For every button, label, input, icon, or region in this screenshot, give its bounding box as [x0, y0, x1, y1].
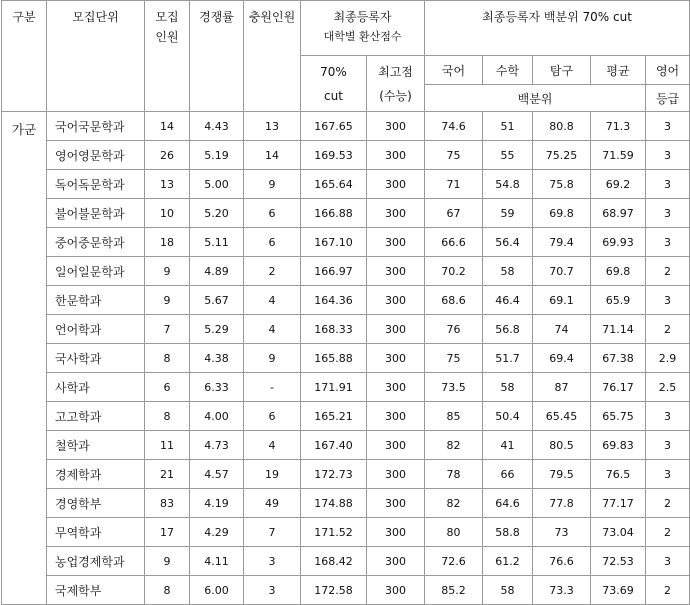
english-cell: 3 — [646, 431, 690, 460]
average-cell: 76.17 — [591, 373, 646, 402]
cut70-cell: 167.10 — [301, 228, 367, 257]
competition-cell: 4.89 — [190, 257, 244, 286]
korean-cell: 80 — [425, 518, 483, 547]
header-average: 평균 — [591, 56, 646, 85]
competition-cell: 5.67 — [190, 286, 244, 315]
math-cell: 54.8 — [483, 170, 533, 199]
added-cell: 2 — [244, 257, 301, 286]
average-cell: 76.5 — [591, 460, 646, 489]
korean-cell: 72.6 — [425, 547, 483, 576]
english-cell: 2 — [646, 489, 690, 518]
table-row — [2, 199, 690, 228]
cut70-cell: 165.88 — [301, 344, 367, 373]
quota-cell: 18 — [145, 228, 190, 257]
cut70-cell: 172.73 — [301, 460, 367, 489]
math-cell: 56.8 — [483, 315, 533, 344]
header-math: 수학 — [483, 56, 533, 85]
math-cell: 50.4 — [483, 402, 533, 431]
inquiry-cell: 80.8 — [533, 112, 591, 141]
inquiry-cell: 75.8 — [533, 170, 591, 199]
competition-cell: 5.20 — [190, 199, 244, 228]
added-cell: 6 — [244, 228, 301, 257]
competition-cell: 5.29 — [190, 315, 244, 344]
quota-cell: 26 — [145, 141, 190, 170]
table-row — [2, 547, 690, 576]
cut70-cell: 166.88 — [301, 199, 367, 228]
korean-cell: 76 — [425, 315, 483, 344]
header-group: 구분 — [2, 1, 47, 112]
math-cell: 46.4 — [483, 286, 533, 315]
added-cell: 19 — [244, 460, 301, 489]
added-cell: 14 — [244, 141, 301, 170]
table-row — [2, 286, 690, 315]
header-percentile-title: 최종등록자 백분위 70% cut — [425, 1, 690, 56]
max-score-cell: 300 — [367, 460, 425, 489]
cut70-cell: 171.52 — [301, 518, 367, 547]
cut70-cell: 169.53 — [301, 141, 367, 170]
english-cell: 3 — [646, 286, 690, 315]
header-english: 영어 — [646, 56, 690, 85]
korean-cell: 71 — [425, 170, 483, 199]
korean-cell: 67 — [425, 199, 483, 228]
cut70-cell: 168.42 — [301, 547, 367, 576]
table-row — [2, 431, 690, 460]
added-cell: 3 — [244, 547, 301, 576]
inquiry-cell: 79.4 — [533, 228, 591, 257]
quota-cell: 9 — [145, 547, 190, 576]
max-score-cell: 300 — [367, 518, 425, 547]
department-cell: 국사학과 — [47, 344, 145, 373]
max-score-cell: 300 — [367, 402, 425, 431]
department-cell: 무역학과 — [47, 518, 145, 547]
english-cell: 3 — [646, 228, 690, 257]
cut70-cell: 164.36 — [301, 286, 367, 315]
math-cell: 55 — [483, 141, 533, 170]
quota-cell: 17 — [145, 518, 190, 547]
korean-cell: 85.2 — [425, 576, 483, 605]
quota-cell: 10 — [145, 199, 190, 228]
average-cell: 65.75 — [591, 402, 646, 431]
math-cell: 66 — [483, 460, 533, 489]
english-cell: 3 — [646, 199, 690, 228]
english-cell: 3 — [646, 460, 690, 489]
cut70-cell: 165.64 — [301, 170, 367, 199]
competition-cell: 4.73 — [190, 431, 244, 460]
average-cell: 69.93 — [591, 228, 646, 257]
department-cell: 농업경제학과 — [47, 547, 145, 576]
table-row — [2, 489, 690, 518]
quota-cell: 83 — [145, 489, 190, 518]
korean-cell: 78 — [425, 460, 483, 489]
inquiry-cell: 80.5 — [533, 431, 591, 460]
added-cell: 4 — [244, 315, 301, 344]
average-cell: 65.9 — [591, 286, 646, 315]
competition-cell: 6.00 — [190, 576, 244, 605]
inquiry-cell: 79.5 — [533, 460, 591, 489]
english-cell: 3 — [646, 112, 690, 141]
cut70-cell: 168.33 — [301, 315, 367, 344]
max-score-cell: 300 — [367, 257, 425, 286]
cut70-cell: 172.58 — [301, 576, 367, 605]
max-score-cell: 300 — [367, 315, 425, 344]
inquiry-cell: 74 — [533, 315, 591, 344]
table-row — [2, 518, 690, 547]
department-cell: 사학과 — [47, 373, 145, 402]
table-row — [2, 344, 690, 373]
table-row — [2, 112, 690, 141]
header-unit: 모집단위 — [47, 1, 145, 112]
english-cell: 3 — [646, 170, 690, 199]
header-competition: 경쟁률 — [190, 1, 244, 112]
admission-results-table — [1, 0, 690, 605]
korean-cell: 68.6 — [425, 286, 483, 315]
english-cell: 3 — [646, 547, 690, 576]
korean-cell: 82 — [425, 431, 483, 460]
competition-cell: 4.38 — [190, 344, 244, 373]
table-body — [2, 112, 690, 605]
header-quota: 모집 인원 — [145, 1, 190, 112]
header-added: 충원인원 — [244, 1, 301, 112]
max-score-cell: 300 — [367, 112, 425, 141]
average-cell: 72.53 — [591, 547, 646, 576]
quota-cell: 8 — [145, 344, 190, 373]
department-cell: 국어국문학과 — [47, 112, 145, 141]
competition-cell: 4.57 — [190, 460, 244, 489]
department-cell: 경제학과 — [47, 460, 145, 489]
competition-cell: 4.00 — [190, 402, 244, 431]
department-cell: 경영학부 — [47, 489, 145, 518]
quota-cell: 14 — [145, 112, 190, 141]
korean-cell: 82 — [425, 489, 483, 518]
department-cell: 중어중문학과 — [47, 228, 145, 257]
quota-cell: 13 — [145, 170, 190, 199]
math-cell: 61.2 — [483, 547, 533, 576]
competition-cell: 4.43 — [190, 112, 244, 141]
quota-cell: 7 — [145, 315, 190, 344]
math-cell: 59 — [483, 199, 533, 228]
competition-cell: 4.29 — [190, 518, 244, 547]
quota-cell: 9 — [145, 257, 190, 286]
table-row — [2, 141, 690, 170]
department-cell: 국제학부 — [47, 576, 145, 605]
korean-cell: 66.6 — [425, 228, 483, 257]
math-cell: 58 — [483, 576, 533, 605]
table-row — [2, 460, 690, 489]
inquiry-cell: 76.6 — [533, 547, 591, 576]
inquiry-cell: 73 — [533, 518, 591, 547]
inquiry-cell: 65.45 — [533, 402, 591, 431]
quota-cell: 8 — [145, 402, 190, 431]
header-grade-label: 등급 — [646, 85, 690, 112]
math-cell: 58.8 — [483, 518, 533, 547]
english-cell: 3 — [646, 141, 690, 170]
max-score-cell: 300 — [367, 228, 425, 257]
header-max-score: 최고점 (수능) — [367, 56, 425, 112]
inquiry-cell: 69.4 — [533, 344, 591, 373]
added-cell: - — [244, 373, 301, 402]
competition-cell: 4.19 — [190, 489, 244, 518]
average-cell: 73.69 — [591, 576, 646, 605]
header-final-score: 최종등록자 대학별 환산점수 — [301, 1, 425, 56]
math-cell: 51.7 — [483, 344, 533, 373]
department-cell: 고고학과 — [47, 402, 145, 431]
added-cell: 6 — [244, 402, 301, 431]
inquiry-cell: 69.8 — [533, 199, 591, 228]
header-percentile-label: 백분위 — [425, 85, 646, 112]
cut70-cell: 165.21 — [301, 402, 367, 431]
added-cell: 9 — [244, 170, 301, 199]
competition-cell: 5.19 — [190, 141, 244, 170]
max-score-cell: 300 — [367, 489, 425, 518]
quota-cell: 6 — [145, 373, 190, 402]
max-score-cell: 300 — [367, 286, 425, 315]
inquiry-cell: 69.1 — [533, 286, 591, 315]
added-cell: 49 — [244, 489, 301, 518]
max-score-cell: 300 — [367, 199, 425, 228]
max-score-cell: 300 — [367, 431, 425, 460]
math-cell: 58 — [483, 373, 533, 402]
korean-cell: 75 — [425, 141, 483, 170]
table-row — [2, 315, 690, 344]
max-score-cell: 300 — [367, 576, 425, 605]
max-score-cell: 300 — [367, 373, 425, 402]
quota-cell: 8 — [145, 576, 190, 605]
competition-cell: 5.00 — [190, 170, 244, 199]
added-cell: 6 — [244, 199, 301, 228]
korean-cell: 75 — [425, 344, 483, 373]
english-cell: 2 — [646, 576, 690, 605]
group-label: 가군 — [2, 112, 47, 605]
competition-cell: 6.33 — [190, 373, 244, 402]
added-cell: 4 — [244, 431, 301, 460]
table-row — [2, 228, 690, 257]
english-cell: 2.5 — [646, 373, 690, 402]
cut70-cell: 166.97 — [301, 257, 367, 286]
header-inquiry: 탐구 — [533, 56, 591, 85]
korean-cell: 70.2 — [425, 257, 483, 286]
english-cell: 3 — [646, 402, 690, 431]
english-cell: 2 — [646, 518, 690, 547]
korean-cell: 85 — [425, 402, 483, 431]
competition-cell: 5.11 — [190, 228, 244, 257]
table-row — [2, 373, 690, 402]
added-cell: 3 — [244, 576, 301, 605]
max-score-cell: 300 — [367, 547, 425, 576]
average-cell: 69.83 — [591, 431, 646, 460]
quota-cell: 21 — [145, 460, 190, 489]
quota-cell: 11 — [145, 431, 190, 460]
english-cell: 2 — [646, 315, 690, 344]
cut70-cell: 171.91 — [301, 373, 367, 402]
math-cell: 58 — [483, 257, 533, 286]
inquiry-cell: 70.7 — [533, 257, 591, 286]
added-cell: 13 — [244, 112, 301, 141]
average-cell: 71.3 — [591, 112, 646, 141]
average-cell: 77.17 — [591, 489, 646, 518]
max-score-cell: 300 — [367, 170, 425, 199]
average-cell: 67.38 — [591, 344, 646, 373]
math-cell: 51 — [483, 112, 533, 141]
average-cell: 71.14 — [591, 315, 646, 344]
table-row — [2, 170, 690, 199]
competition-cell: 4.11 — [190, 547, 244, 576]
average-cell: 73.04 — [591, 518, 646, 547]
header-korean: 국어 — [425, 56, 483, 85]
korean-cell: 74.6 — [425, 112, 483, 141]
table-row — [2, 576, 690, 605]
math-cell: 41 — [483, 431, 533, 460]
english-cell: 2 — [646, 257, 690, 286]
department-cell: 철학과 — [47, 431, 145, 460]
cut70-cell: 167.65 — [301, 112, 367, 141]
inquiry-cell: 87 — [533, 373, 591, 402]
inquiry-cell: 77.8 — [533, 489, 591, 518]
korean-cell: 73.5 — [425, 373, 483, 402]
department-cell: 언어학과 — [47, 315, 145, 344]
average-cell: 69.2 — [591, 170, 646, 199]
added-cell: 4 — [244, 286, 301, 315]
quota-cell: 9 — [145, 286, 190, 315]
max-score-cell: 300 — [367, 344, 425, 373]
cut70-cell: 174.88 — [301, 489, 367, 518]
department-cell: 한문학과 — [47, 286, 145, 315]
department-cell: 일어일문학과 — [47, 257, 145, 286]
math-cell: 64.6 — [483, 489, 533, 518]
math-cell: 56.4 — [483, 228, 533, 257]
table-row — [2, 402, 690, 431]
department-cell: 불어불문학과 — [47, 199, 145, 228]
department-cell: 독어독문학과 — [47, 170, 145, 199]
added-cell: 9 — [244, 344, 301, 373]
added-cell: 7 — [244, 518, 301, 547]
inquiry-cell: 75.25 — [533, 141, 591, 170]
table-row — [2, 257, 690, 286]
max-score-cell: 300 — [367, 141, 425, 170]
average-cell: 68.97 — [591, 199, 646, 228]
inquiry-cell: 73.3 — [533, 576, 591, 605]
average-cell: 69.8 — [591, 257, 646, 286]
header-cut70: 70% cut — [301, 56, 367, 112]
average-cell: 71.59 — [591, 141, 646, 170]
table-header — [2, 1, 690, 112]
cut70-cell: 167.40 — [301, 431, 367, 460]
department-cell: 영어영문학과 — [47, 141, 145, 170]
english-cell: 2.9 — [646, 344, 690, 373]
